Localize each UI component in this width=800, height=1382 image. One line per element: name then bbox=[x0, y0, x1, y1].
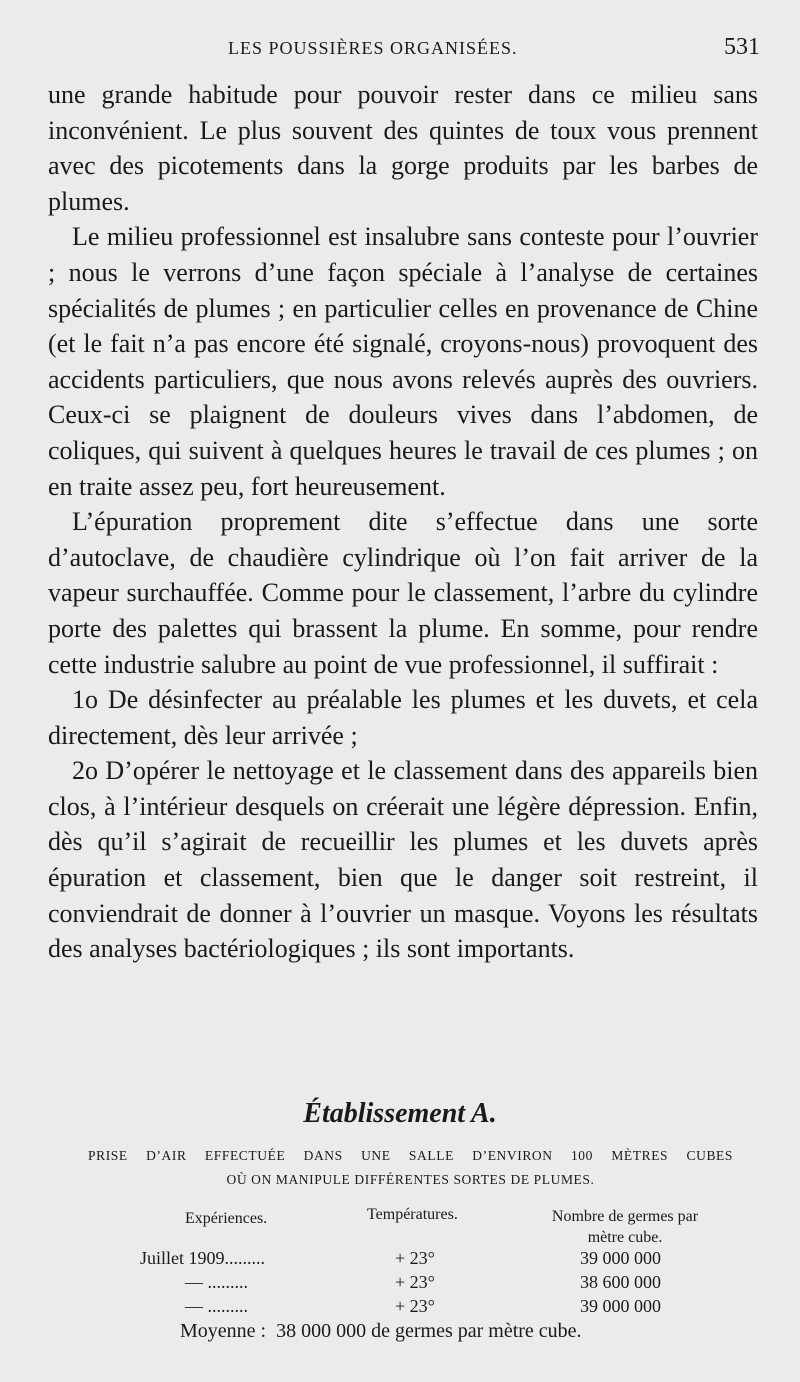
page-number: 531 bbox=[724, 34, 760, 60]
cell-germes: 38 600 000 bbox=[580, 1272, 661, 1292]
table-caption bbox=[88, 1144, 733, 1192]
paragraph: 2o D’opérer le nettoyage et le classement dans des appareils bien clos, à l’intérieur desquels on créerait une légère dépression. Enfin, dès qu’il s’agirait de recueillir les plumes et les duvets après épuration et classement, bien que le danger soit restreint, il conviendrait de donner à l’ouvrier un masque. Voyons les résultats des analyses bactériologiques ; ils sont importants. bbox=[48, 756, 758, 964]
caption-line: PRISE D’AIR EFFECTUÉE DANS UNE SALLE D’ENVIRON 100 MÈTRES CUBES bbox=[88, 1148, 733, 1163]
column-header-temperatures: Températures. bbox=[367, 1206, 458, 1223]
cell-germes: 39 000 000 bbox=[580, 1248, 661, 1268]
running-title: LES POUSSIÈRES ORGANISÉES. bbox=[228, 38, 518, 58]
paragraph: une grande habitude pour pouvoir rester dans ce milieu sans inconvénient. Le plus souvent des quintes de toux vous prennent avec des picotements dans la gorge produits par les barbes de plumes. bbox=[48, 80, 758, 216]
cell-temperature: + 23° bbox=[395, 1272, 435, 1292]
cell-experience: — ......... bbox=[185, 1296, 248, 1316]
column-header-germes: Nombre de germes par mètre cube. bbox=[551, 1208, 699, 1246]
paragraph: Le milieu professionnel est insalubre sans conteste pour l’ouvrier ; nous le verrons d’une façon spéciale à l’analyse de certaines spécialités de plumes ; en particulier celles en provenance de Chine (et le fait n’a pas encore été signalé, croyons-nous) provoquent des accidents particuliers, que nous avons relevés auprès des ouvriers. Ceux-ci se plaignent de douleurs vives dans l’abdomen, de coliques, qui suivent à quelques heures le travail de ces plumes ; on en traite assez peu, fort heureusement. bbox=[48, 222, 758, 501]
table-row bbox=[140, 1296, 700, 1320]
paragraph: L’épuration proprement dite s’effectue dans une sorte d’autoclave, de chaudière cylindrique où l’on fait arriver de la vapeur surchauffée. Comme pour le classement, l’arbre du cylindre porte des palettes qui brassent la plume. En somme, pour rendre cette industrie salubre au point de vue professionnel, il suffirait : bbox=[48, 507, 758, 679]
paragraph: 1o De désinfecter au préalable les plumes et les duvets, et cela directement, dès leur arrivée ; bbox=[48, 685, 758, 750]
average-value: 38 000 000 de germes par mètre cube. bbox=[276, 1320, 582, 1342]
cell-experience: — ......... bbox=[185, 1272, 248, 1292]
table-row bbox=[140, 1248, 700, 1272]
cell-germes: 39 000 000 bbox=[580, 1296, 661, 1316]
average-label: Moyenne : bbox=[180, 1320, 267, 1342]
body-text bbox=[48, 77, 758, 967]
column-header-experiences: Expériences. bbox=[185, 1210, 268, 1227]
cell-temperature: + 23° bbox=[395, 1248, 435, 1268]
table-row bbox=[140, 1272, 700, 1296]
cell-experience: Juillet 1909......... bbox=[140, 1248, 265, 1268]
running-header bbox=[48, 34, 760, 64]
table-average bbox=[180, 1320, 740, 1343]
caption-line: OÙ ON MANIPULE DIFFÉRENTES SORTES DE PLUMES. bbox=[226, 1172, 595, 1187]
cell-temperature: + 23° bbox=[395, 1296, 435, 1316]
section-title: Établissement A. bbox=[303, 1098, 497, 1129]
